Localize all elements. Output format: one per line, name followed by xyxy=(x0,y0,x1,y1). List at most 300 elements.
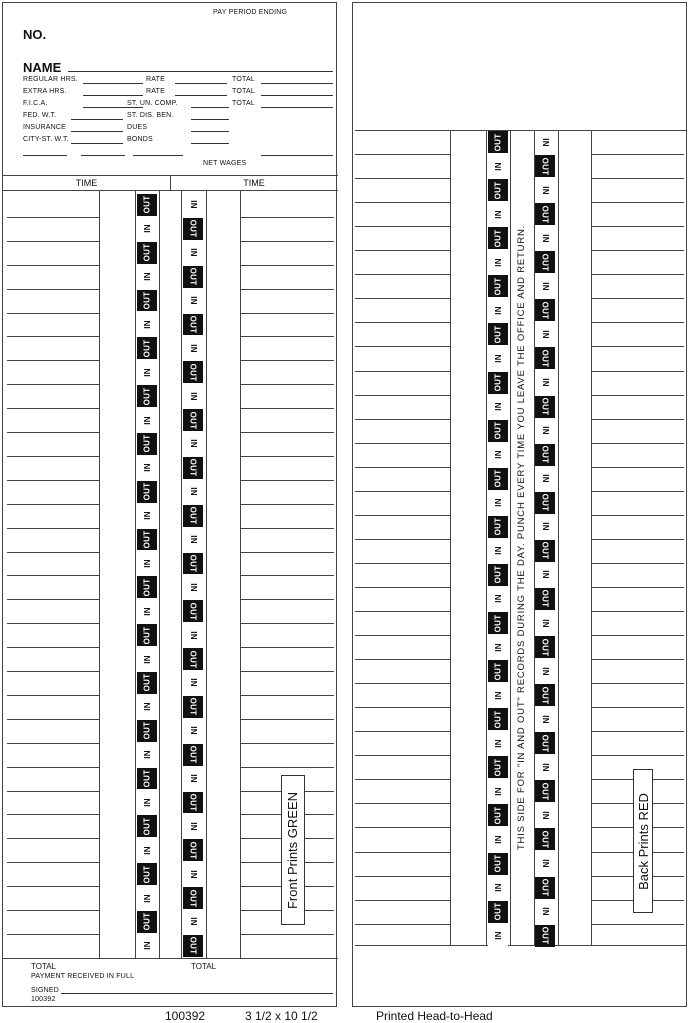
time-row[interactable] xyxy=(7,265,99,266)
in-slot-left xyxy=(488,347,508,369)
time-row[interactable] xyxy=(7,528,99,529)
time-row[interactable] xyxy=(240,671,334,672)
pay-row-label: EXTRA HRS. xyxy=(23,88,67,95)
time-row[interactable] xyxy=(355,226,450,227)
out-slot-left xyxy=(488,708,508,730)
time-row[interactable] xyxy=(7,313,99,314)
back-color-note-text: Back Prints RED xyxy=(635,792,651,890)
time-row[interactable] xyxy=(591,395,684,396)
out-label: OUT xyxy=(188,602,198,621)
in-slot-left xyxy=(137,361,157,383)
pay-row-field[interactable] xyxy=(261,95,333,96)
in-label: IN xyxy=(188,726,198,736)
time-row[interactable] xyxy=(240,384,334,385)
in-slot-left xyxy=(137,457,157,479)
time-row[interactable] xyxy=(355,274,450,275)
in-slot-left xyxy=(488,588,508,610)
time-row[interactable] xyxy=(7,671,99,672)
time-row[interactable] xyxy=(7,934,99,935)
grid-column-line xyxy=(591,130,592,945)
name-label: NAME xyxy=(23,60,62,75)
time-row[interactable] xyxy=(355,395,450,396)
pay-row-field[interactable] xyxy=(175,95,227,96)
pay-row-field[interactable] xyxy=(83,107,143,108)
out-slot-left xyxy=(488,420,508,442)
in-label: IN xyxy=(493,835,503,844)
in-label: IN xyxy=(540,859,550,868)
time-row[interactable] xyxy=(355,779,450,780)
time-row[interactable] xyxy=(7,767,99,768)
out-slot-left xyxy=(137,481,157,503)
out-slot-right xyxy=(183,744,203,766)
time-row[interactable] xyxy=(591,563,684,564)
time-row[interactable] xyxy=(7,336,99,337)
time-row[interactable] xyxy=(591,298,684,299)
out-label: OUT xyxy=(188,793,198,812)
in-slot-left xyxy=(488,203,508,225)
out-label: OUT xyxy=(493,758,503,777)
time-row[interactable] xyxy=(355,419,450,420)
blank-field[interactable] xyxy=(23,155,67,156)
in-label: IN xyxy=(540,907,550,916)
in-label: IN xyxy=(540,137,550,147)
out-label: OUT xyxy=(540,349,550,368)
out-label: OUT xyxy=(188,315,198,334)
time-row[interactable] xyxy=(355,659,450,660)
time-row[interactable] xyxy=(591,371,684,372)
time-row[interactable] xyxy=(355,371,450,372)
time-row[interactable] xyxy=(240,743,334,744)
time-row[interactable] xyxy=(7,360,99,361)
out-slot-right xyxy=(535,877,555,899)
in-slot-right xyxy=(183,672,203,694)
in-slot-left xyxy=(137,696,157,718)
in-label: IN xyxy=(540,233,550,243)
in-label: IN xyxy=(493,594,503,604)
time-row[interactable] xyxy=(591,707,684,708)
pay-row-field[interactable] xyxy=(191,143,229,144)
out-slot-left xyxy=(137,911,157,933)
out-label: OUT xyxy=(142,530,152,549)
signed-label: SIGNED xyxy=(31,987,60,994)
out-label: OUT xyxy=(493,469,503,488)
pay-row-field[interactable] xyxy=(83,83,143,84)
time-row[interactable] xyxy=(355,178,450,179)
in-label: IN xyxy=(540,618,550,628)
out-slot-left xyxy=(488,131,508,153)
out-label: OUT xyxy=(493,133,503,151)
in-slot-right xyxy=(535,468,555,490)
in-slot-right xyxy=(535,708,555,730)
in-slot-left xyxy=(488,925,508,947)
out-slot-left xyxy=(488,275,508,297)
out-slot-left xyxy=(137,624,157,646)
in-slot-left xyxy=(137,266,157,288)
time-row[interactable] xyxy=(7,814,99,815)
in-label: IN xyxy=(540,763,550,772)
time-row[interactable] xyxy=(355,635,450,636)
grid-column-line xyxy=(135,190,136,958)
pay-row-label: F.I.C.A. xyxy=(23,100,48,107)
out-label: OUT xyxy=(188,889,198,907)
in-label: IN xyxy=(493,450,503,459)
out-slot-left xyxy=(488,323,508,345)
time-row[interactable] xyxy=(355,202,450,203)
card-number-label: NO. xyxy=(23,27,47,42)
time-row[interactable] xyxy=(240,767,334,768)
in-label: IN xyxy=(493,690,503,700)
time-row[interactable] xyxy=(240,528,334,529)
in-slot-left xyxy=(488,732,508,754)
out-label: OUT xyxy=(188,650,198,668)
in-slot-left xyxy=(137,600,157,622)
in-label: IN xyxy=(142,893,152,903)
time-row[interactable] xyxy=(240,432,334,433)
time-row[interactable] xyxy=(7,599,99,600)
time-row[interactable] xyxy=(355,731,450,732)
out-slot-right xyxy=(183,314,203,336)
time-row[interactable] xyxy=(240,241,334,242)
time-row[interactable] xyxy=(355,467,450,468)
in-slot-right xyxy=(535,901,555,923)
time-row[interactable] xyxy=(240,719,334,720)
in-slot-right xyxy=(183,624,203,646)
out-slot-right xyxy=(183,935,203,957)
time-row[interactable] xyxy=(591,731,684,732)
pay-row-field[interactable] xyxy=(191,107,229,108)
out-slot-left xyxy=(137,815,157,837)
time-row[interactable] xyxy=(240,599,334,600)
in-slot-right xyxy=(535,804,555,826)
time-row[interactable] xyxy=(7,552,99,553)
in-slot-right xyxy=(535,612,555,634)
time-header-right: TIME xyxy=(243,178,265,188)
time-row[interactable] xyxy=(355,322,450,323)
out-label: OUT xyxy=(540,397,550,416)
in-label: IN xyxy=(142,750,152,759)
pay-row-label: DUES xyxy=(127,124,148,131)
time-row[interactable] xyxy=(355,876,450,877)
out-slot-right xyxy=(535,732,555,754)
time-row[interactable] xyxy=(591,274,684,275)
time-row[interactable] xyxy=(591,659,684,660)
in-label: IN xyxy=(493,883,503,892)
out-label: OUT xyxy=(540,253,550,272)
time-row[interactable] xyxy=(355,924,450,925)
time-row[interactable] xyxy=(355,346,450,347)
grid-column-line xyxy=(450,130,451,945)
time-row[interactable] xyxy=(355,563,450,564)
in-slot-right xyxy=(535,516,555,538)
time-row[interactable] xyxy=(7,910,99,911)
time-row[interactable] xyxy=(355,250,450,251)
time-row[interactable] xyxy=(240,575,334,576)
time-row[interactable] xyxy=(355,683,450,684)
out-slot-right xyxy=(183,696,203,718)
time-row[interactable] xyxy=(240,360,334,361)
out-slot-right xyxy=(535,396,555,418)
pay-row-field[interactable] xyxy=(191,119,229,120)
time-row[interactable] xyxy=(355,852,450,853)
time-row[interactable] xyxy=(240,313,334,314)
out-label: OUT xyxy=(493,517,503,536)
out-label: OUT xyxy=(493,662,503,681)
in-slot-left xyxy=(488,251,508,273)
out-slot-left xyxy=(488,901,508,923)
time-row[interactable] xyxy=(355,587,450,588)
blank-field[interactable] xyxy=(261,155,333,156)
in-slot-left xyxy=(137,839,157,861)
pay-row-label: FED. W.T. xyxy=(23,112,57,119)
in-label: IN xyxy=(493,546,503,556)
time-row[interactable] xyxy=(591,443,684,444)
in-slot-right xyxy=(183,768,203,790)
time-row[interactable] xyxy=(591,635,684,636)
in-slot-right xyxy=(183,242,203,264)
time-row[interactable] xyxy=(355,611,450,612)
out-label: OUT xyxy=(142,721,152,740)
time-row[interactable] xyxy=(7,623,99,624)
time-row[interactable] xyxy=(591,250,684,251)
in-slot-right xyxy=(535,275,555,297)
out-label: OUT xyxy=(540,301,550,320)
time-row[interactable] xyxy=(7,480,99,481)
time-row[interactable] xyxy=(7,647,99,648)
time-row[interactable] xyxy=(591,683,684,684)
out-label: OUT xyxy=(540,493,550,512)
out-label: OUT xyxy=(540,541,550,560)
signature-line[interactable] xyxy=(61,993,333,994)
grid-bottom-line xyxy=(355,945,686,946)
in-slot-right xyxy=(183,863,203,885)
in-label: IN xyxy=(188,583,198,592)
in-label: IN xyxy=(188,439,198,449)
out-slot-left xyxy=(488,516,508,538)
pay-row-field[interactable] xyxy=(191,131,229,132)
out-slot-right xyxy=(535,203,555,225)
out-slot-right xyxy=(535,925,555,947)
in-label: IN xyxy=(540,330,550,339)
pay-row-field[interactable] xyxy=(175,83,227,84)
time-row[interactable] xyxy=(355,515,450,516)
time-row[interactable] xyxy=(591,515,684,516)
time-row[interactable] xyxy=(355,827,450,828)
time-row[interactable] xyxy=(240,647,334,648)
time-row[interactable] xyxy=(7,719,99,720)
pay-row-label: INSURANCE xyxy=(23,124,67,131)
pay-row-field[interactable] xyxy=(261,83,333,84)
pay-row-field[interactable] xyxy=(71,119,123,120)
grid-column-line xyxy=(558,130,559,945)
out-label: OUT xyxy=(142,674,152,692)
in-slot-left xyxy=(488,636,508,658)
time-row[interactable] xyxy=(240,695,334,696)
pay-period-label: PAY PERIOD ENDING xyxy=(213,9,288,16)
out-slot-left xyxy=(137,863,157,885)
in-slot-right xyxy=(535,323,555,345)
time-row[interactable] xyxy=(591,491,684,492)
time-row[interactable] xyxy=(591,226,684,227)
pay-row-label: ST. DIS. BEN. xyxy=(127,112,174,119)
time-row[interactable] xyxy=(7,384,99,385)
pay-row-field[interactable] xyxy=(261,107,333,108)
out-slot-left xyxy=(137,290,157,312)
time-row[interactable] xyxy=(591,419,684,420)
grid-column-line xyxy=(486,130,487,945)
in-slot-right xyxy=(535,131,555,153)
in-label: IN xyxy=(493,402,503,411)
out-label: OUT xyxy=(142,243,152,262)
time-row[interactable] xyxy=(591,924,684,925)
time-row[interactable] xyxy=(591,202,684,203)
time-row[interactable] xyxy=(240,408,334,409)
out-slot-right xyxy=(535,444,555,466)
out-slot-right xyxy=(535,540,555,562)
time-row[interactable] xyxy=(591,346,684,347)
in-label: IN xyxy=(142,511,152,520)
in-slot-right xyxy=(183,194,203,216)
out-slot-right xyxy=(535,492,555,514)
time-row[interactable] xyxy=(591,587,684,588)
out-label: OUT xyxy=(142,817,152,836)
time-row[interactable] xyxy=(591,154,684,155)
time-row[interactable] xyxy=(240,217,334,218)
time-row[interactable] xyxy=(7,575,99,576)
in-label: IN xyxy=(540,666,550,676)
time-row[interactable] xyxy=(355,154,450,155)
in-slot-right xyxy=(183,576,203,598)
pay-row-label: CITY-ST. W.T. xyxy=(23,136,69,143)
time-row[interactable] xyxy=(7,862,99,863)
time-row[interactable] xyxy=(240,623,334,624)
out-label: OUT xyxy=(493,325,503,344)
time-row[interactable] xyxy=(7,217,99,218)
out-slot-left xyxy=(137,385,157,407)
time-row[interactable] xyxy=(240,480,334,481)
time-row[interactable] xyxy=(591,178,684,179)
time-row[interactable] xyxy=(7,241,99,242)
time-row[interactable] xyxy=(355,707,450,708)
time-row[interactable] xyxy=(240,265,334,266)
out-label: OUT xyxy=(540,205,550,224)
footer-note: Printed Head-to-Head xyxy=(376,1009,493,1023)
time-row[interactable] xyxy=(355,491,450,492)
time-row[interactable] xyxy=(591,611,684,612)
time-row[interactable] xyxy=(7,791,99,792)
out-label: OUT xyxy=(188,554,198,573)
in-label: IN xyxy=(188,822,198,831)
time-row[interactable] xyxy=(591,755,684,756)
in-label: IN xyxy=(540,426,550,435)
time-row[interactable] xyxy=(7,695,99,696)
out-slot-right xyxy=(183,361,203,383)
out-slot-right xyxy=(535,251,555,273)
pay-row-label: TOTAL xyxy=(232,88,255,95)
pay-row-label: TOTAL xyxy=(232,76,255,83)
in-slot-left xyxy=(488,540,508,562)
in-label: IN xyxy=(188,535,198,544)
in-slot-right xyxy=(183,529,203,551)
in-label: IN xyxy=(188,917,198,927)
out-slot-right xyxy=(183,600,203,622)
out-slot-left xyxy=(488,756,508,778)
time-row[interactable] xyxy=(7,408,99,409)
pay-row-label: RATE xyxy=(146,88,165,95)
time-row[interactable] xyxy=(7,504,99,505)
divider xyxy=(3,958,338,959)
pay-row-field[interactable] xyxy=(71,131,123,132)
time-row[interactable] xyxy=(591,322,684,323)
back-instruction-text: THIS SIDE FOR "IN AND OUT" RECORDS DURING THE DAY. PUNCH EVERY TIME YOU LEAVE THE OFFICE AND RETURN. xyxy=(516,224,528,851)
time-row[interactable] xyxy=(7,289,99,290)
time-row[interactable] xyxy=(7,743,99,744)
pay-row-field[interactable] xyxy=(71,143,123,144)
in-label: IN xyxy=(142,224,152,234)
name-line[interactable] xyxy=(68,71,333,72)
time-row[interactable] xyxy=(591,539,684,540)
out-label: OUT xyxy=(540,638,550,656)
front-color-note xyxy=(281,775,305,925)
time-row[interactable] xyxy=(355,900,450,901)
out-label: OUT xyxy=(142,865,152,884)
time-row[interactable] xyxy=(240,456,334,457)
in-label: IN xyxy=(493,787,503,796)
pay-row-label: TOTAL xyxy=(232,100,255,107)
out-slot-left xyxy=(137,433,157,455)
blank-field[interactable] xyxy=(81,155,125,156)
time-row[interactable] xyxy=(7,456,99,457)
time-row[interactable] xyxy=(7,886,99,887)
in-slot-right xyxy=(183,911,203,933)
time-row[interactable] xyxy=(240,336,334,337)
time-row[interactable] xyxy=(355,443,450,444)
blank-field[interactable] xyxy=(133,155,183,156)
grid-column-line xyxy=(181,190,182,958)
out-label: OUT xyxy=(493,854,503,873)
time-row[interactable] xyxy=(355,539,450,540)
in-slot-right xyxy=(535,179,555,201)
time-row[interactable] xyxy=(355,298,450,299)
out-slot-right xyxy=(183,553,203,575)
time-row[interactable] xyxy=(240,934,334,935)
out-slot-right xyxy=(183,218,203,240)
time-row[interactable] xyxy=(7,838,99,839)
time-row[interactable] xyxy=(591,467,684,468)
in-slot-left xyxy=(488,877,508,899)
time-row[interactable] xyxy=(240,552,334,553)
in-slot-right xyxy=(183,337,203,359)
time-row[interactable] xyxy=(240,504,334,505)
out-slot-left xyxy=(137,337,157,359)
pay-row-field[interactable] xyxy=(83,95,143,96)
out-slot-left xyxy=(137,576,157,598)
in-label: IN xyxy=(540,474,550,484)
time-row[interactable] xyxy=(7,432,99,433)
front-color-note-text: Front Prints GREEN xyxy=(285,791,301,909)
out-label: OUT xyxy=(142,291,152,310)
time-row[interactable] xyxy=(240,289,334,290)
in-label: IN xyxy=(540,282,550,291)
out-label: OUT xyxy=(493,710,503,729)
in-label: IN xyxy=(188,391,198,401)
in-label: IN xyxy=(142,702,152,712)
in-label: IN xyxy=(142,654,152,664)
total-right-label: TOTAL xyxy=(191,962,217,971)
time-row[interactable] xyxy=(355,803,450,804)
time-row[interactable] xyxy=(355,755,450,756)
in-label: IN xyxy=(188,678,198,688)
in-label: IN xyxy=(188,200,198,210)
